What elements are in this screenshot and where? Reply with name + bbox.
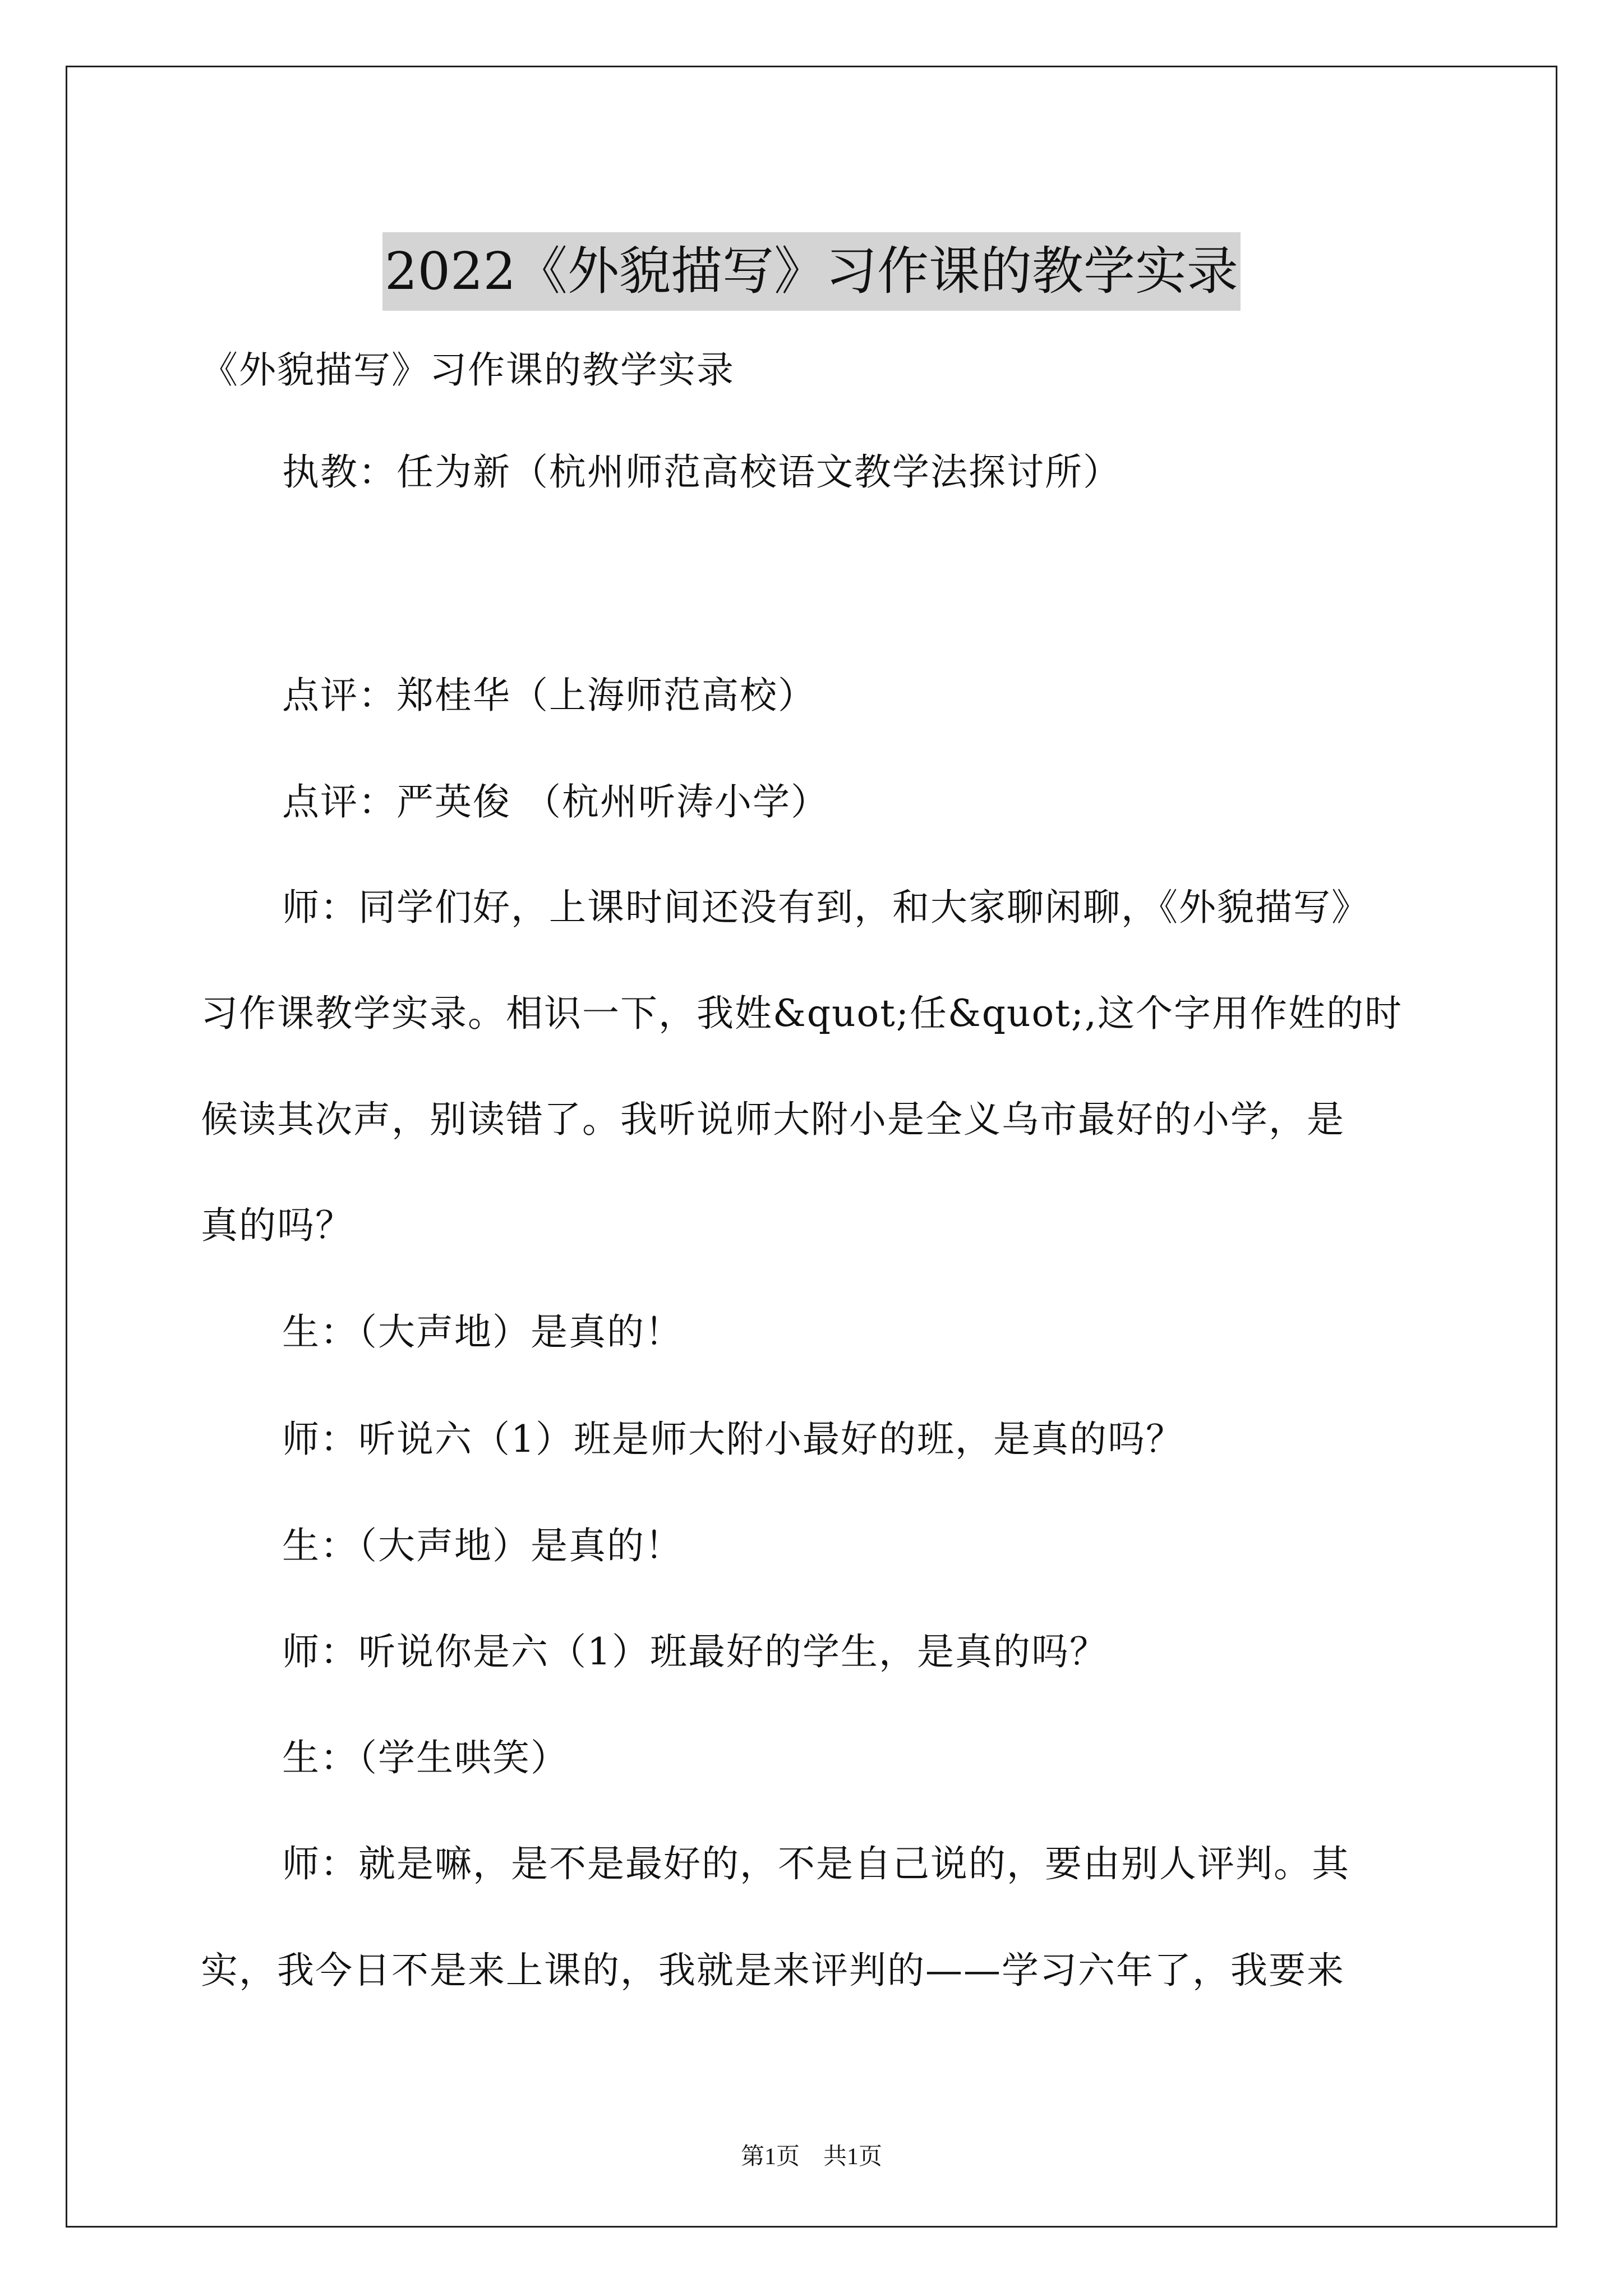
page-number: 第1页 共1页 <box>740 2144 882 2170</box>
dialogue-line: 生：（学生哄笑） <box>282 1736 569 1779</box>
paragraph-line: 习作课教学实录。相识一下，我姓&quot;任&quot;,这个字用作姓的时 <box>201 992 1403 1035</box>
paragraph-line: 师：同学们好，上课时间还没有到，和大家聊闲聊，《外貌描写》 <box>282 886 1370 929</box>
dialogue-line: 生：（大声地）是真的！ <box>282 1310 683 1354</box>
dialogue-line: 师：听说六（1）班是师大附小最好的班，是真的吗？ <box>282 1418 1184 1461</box>
paragraph-line: 师：就是嘛，是不是最好的，不是自己说的，要由别人评判。其 <box>282 1842 1350 1885</box>
paragraph-line: 真的吗？ <box>201 1204 353 1247</box>
dialogue-line: 生：（大声地）是真的！ <box>282 1524 683 1567</box>
reviewer-line: 点评：郑桂华（上海师范高校） <box>282 674 816 717</box>
subtitle-line: 《外貌描写》习作课的教学实录 <box>201 348 735 392</box>
paragraph-line: 候读其次声，别读错了。我听说师大附小是全义乌市最好的小学，是 <box>201 1098 1345 1141</box>
paragraph-line: 实，我今日不是来上课的，我就是来评判的——学习六年了，我要来 <box>201 1949 1345 1992</box>
reviewer-line: 点评：严英俊 （杭州听涛小学） <box>282 780 829 823</box>
title-container <box>0 197 1623 345</box>
document-title: 2022《外貌描写》习作课的教学实录 <box>382 232 1241 311</box>
dialogue-line: 师：听说你是六（1）班最好的学生，是真的吗？ <box>282 1630 1108 1673</box>
instructor-line: 执教：任为新（杭州师范高校语文教学法探讨所） <box>282 450 1121 494</box>
